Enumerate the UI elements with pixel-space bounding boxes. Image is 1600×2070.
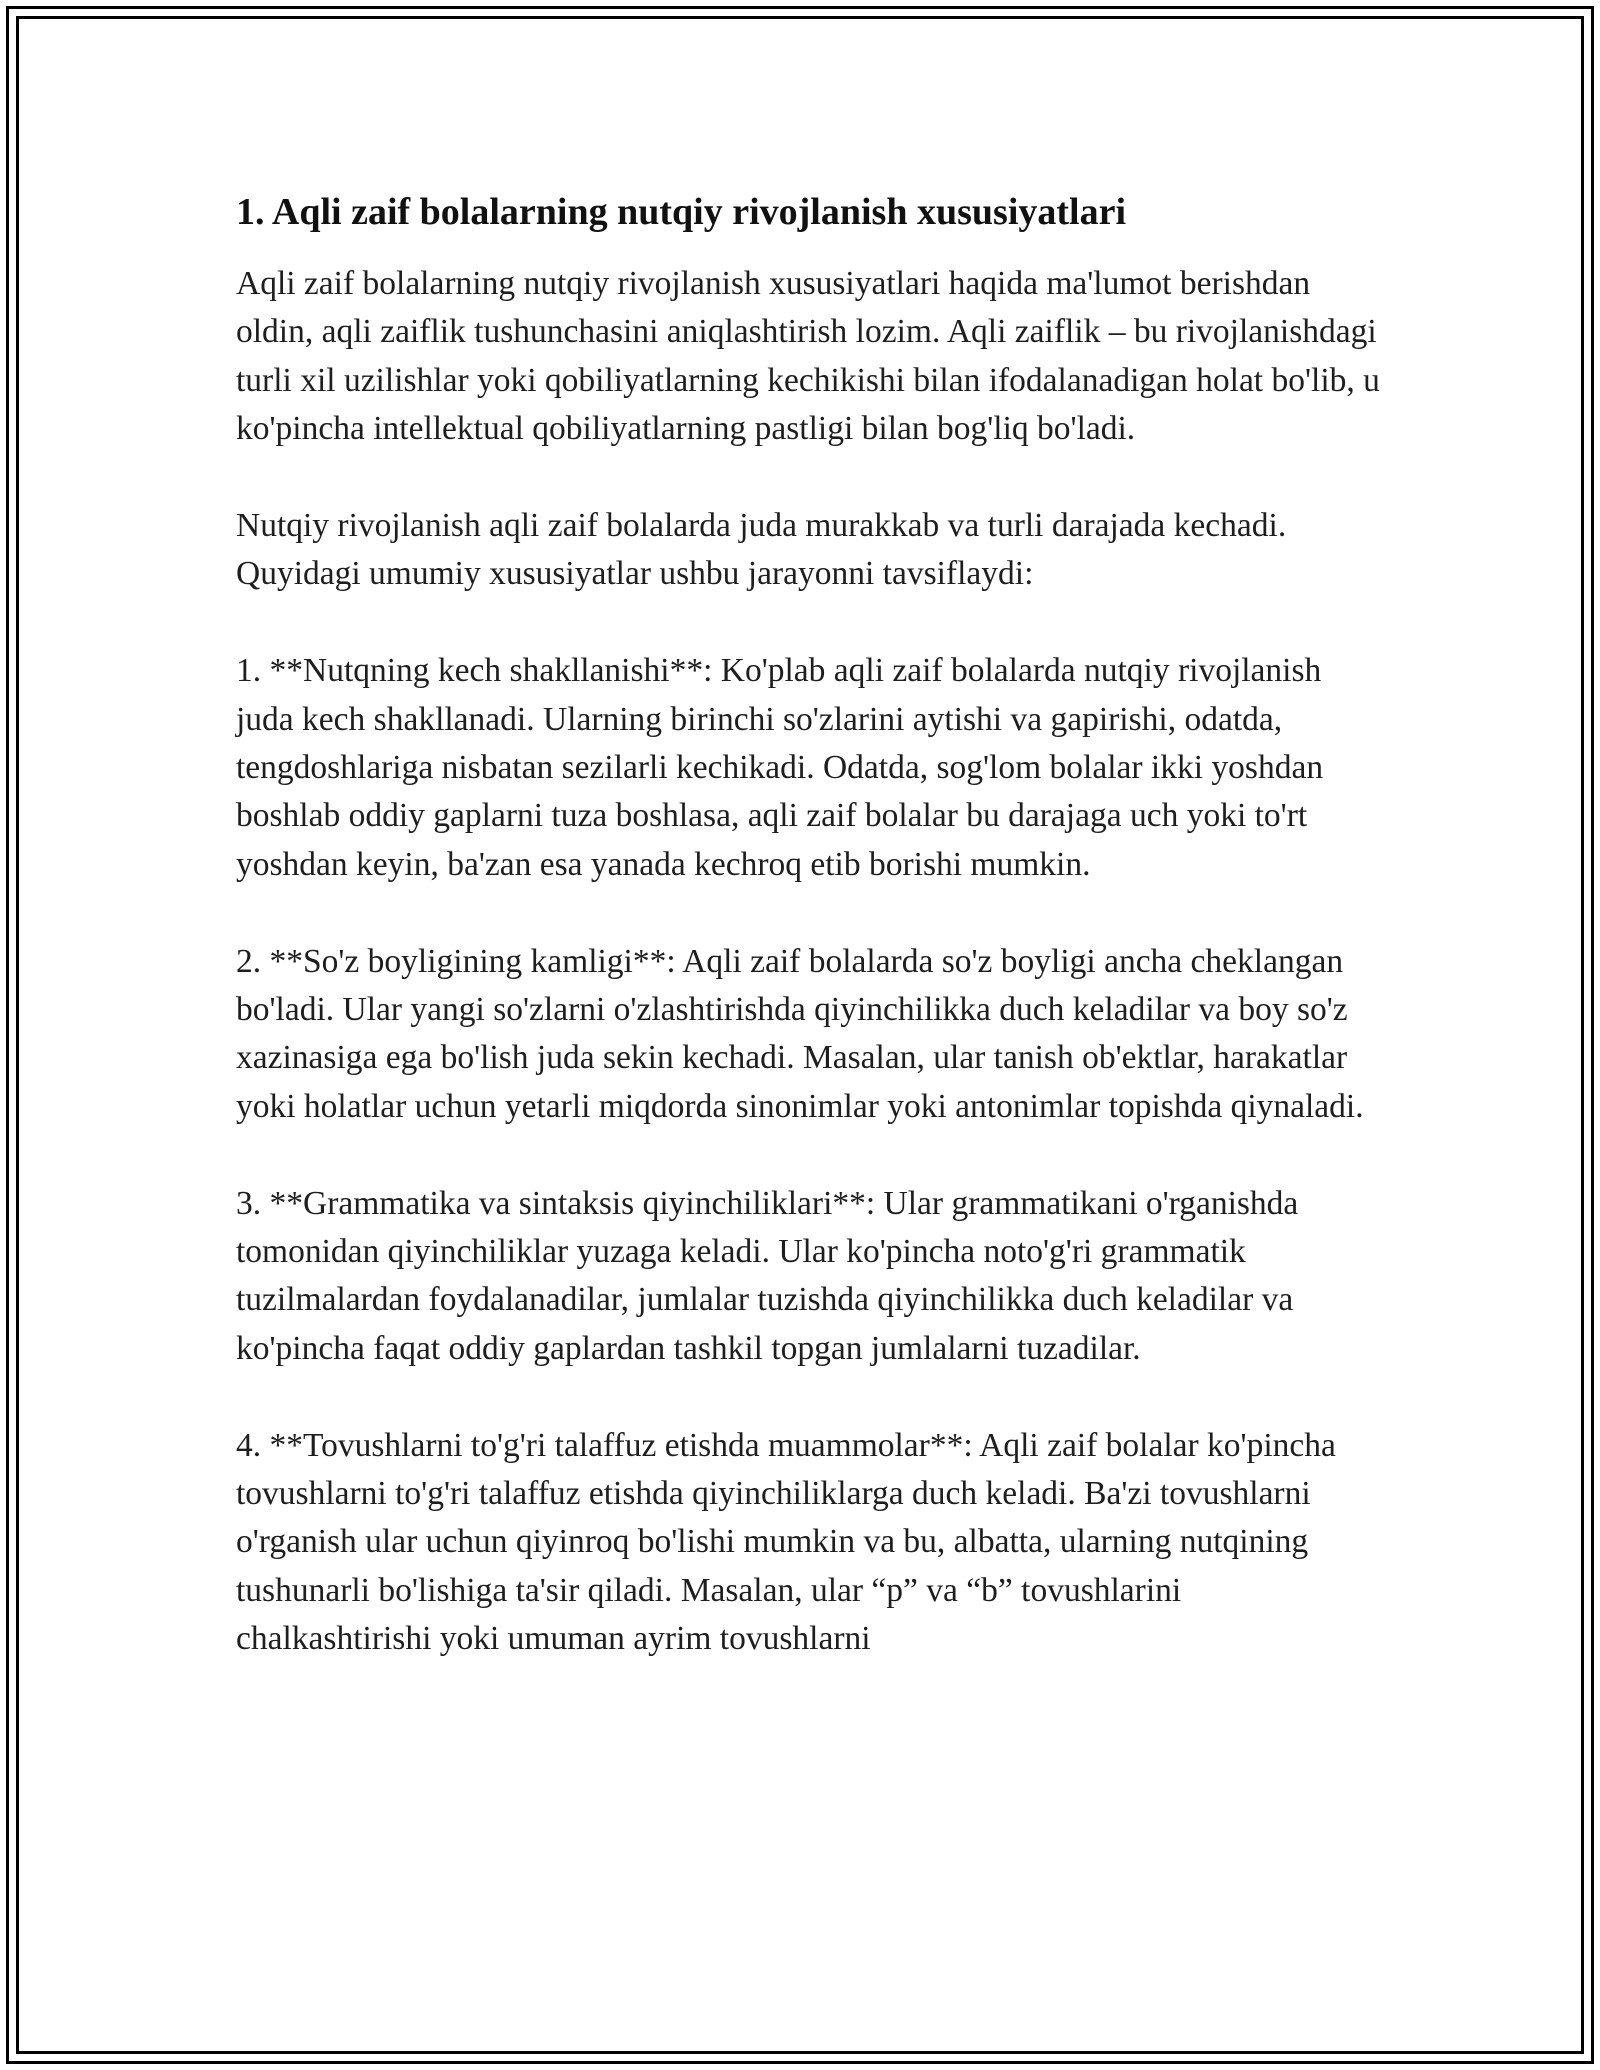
paragraph-overview: Nutqiy rivojlanish aqli zaif bolalarda juda murakkab va turli darajada kechadi. Quyidagi umumiy xususiyatlar ushbu jarayonni tavsiflaydi: [236,507,1287,593]
paragraph-item-1: 1. **Nutqning kech shakllanishi**: Ko'plab aqli zaif bolalarda nutqiy rivojlanish juda kech shakllanadi. Ularning birinchi so'zlarini aytishi va gapirishi, odatda, tengdoshlariga nisbatan sezilarli kechikadi. Odatda, sog'lom bolalar ikki yoshdan boshlab oddiy gaplarni tuza boshlasa, aqli zaif bolalar bu darajaga uch yoki to'rt yoshdan keyin, ba'zan esa yanada kechroq etib borishi mumkin. [236,652,1324,883]
document-title: 1. Aqli zaif bolalarning nutqiy rivojlanish xususiyatlari [236,191,1127,233]
paragraph-item-3: 3. **Grammatika va sintaksis qiyinchiliklari**: Ular grammatikani o'rganishda tomonidan qiyinchiliklar yuzaga keladi. Ular ko'pincha noto'g'ri grammatik tuzilmalardan foydalanadilar, jumlalar tuzishda qiyinchilikka duch keladilar va ko'pincha faqat oddiy gaplardan tashkil topgan jumlalarni tuzadilar. [236,1184,1299,1367]
paragraph-item-2: 2. **So'z boyligining kamligi**: Aqli zaif bolalarda so'z boyligi ancha cheklangan bo'ladi. Ular yangi so'zlarni o'zlashtirishda qiyinchilikka duch keladilar va boy so'z xazinasiga ega bo'lish juda sekin kechadi. Masalan, ular tanish ob'ektlar, harakatlar yoki holatlar uchun yetarli miqdorda sinonimlar yoki antonimlar topishda qiynaladi. [236,942,1364,1125]
document-body [236,188,1382,1664]
paragraph-intro: Aqli zaif bolalarning nutqiy rivojlanish xususiyatlari haqida ma'lumot berishdan oldin, aqli zaiflik tushunchasini aniqlashtirish lozim. Aqli zaiflik – bu rivojlanishdagi turli xil uzilishlar yoki qobiliyatlarning kechikishi bilan ifodalanadigan holat bo'lib, u ko'pincha intellektual qobiliyatlarning pastligi bilan bog'liq bo'ladi. [236,265,1380,448]
paragraph-item-4: 4. **Tovushlarni to'g'ri talaffuz etishda muammolar**: Aqli zaif bolalar ko'pincha tovushlarni to'g'ri talaffuz etishda qiyinchiliklarga duch keladi. Ba'zi tovushlarni o'rganish ular uchun qiyinroq bo'lishi mumkin va bu, albatta, ularning nutqining tushunarli bo'lishiga ta'sir qiladi. Masalan, ular “p” va “b” tovushlarini chalkashtirishi yoki umuman ayrim tovushlarni [236,1426,1336,1658]
